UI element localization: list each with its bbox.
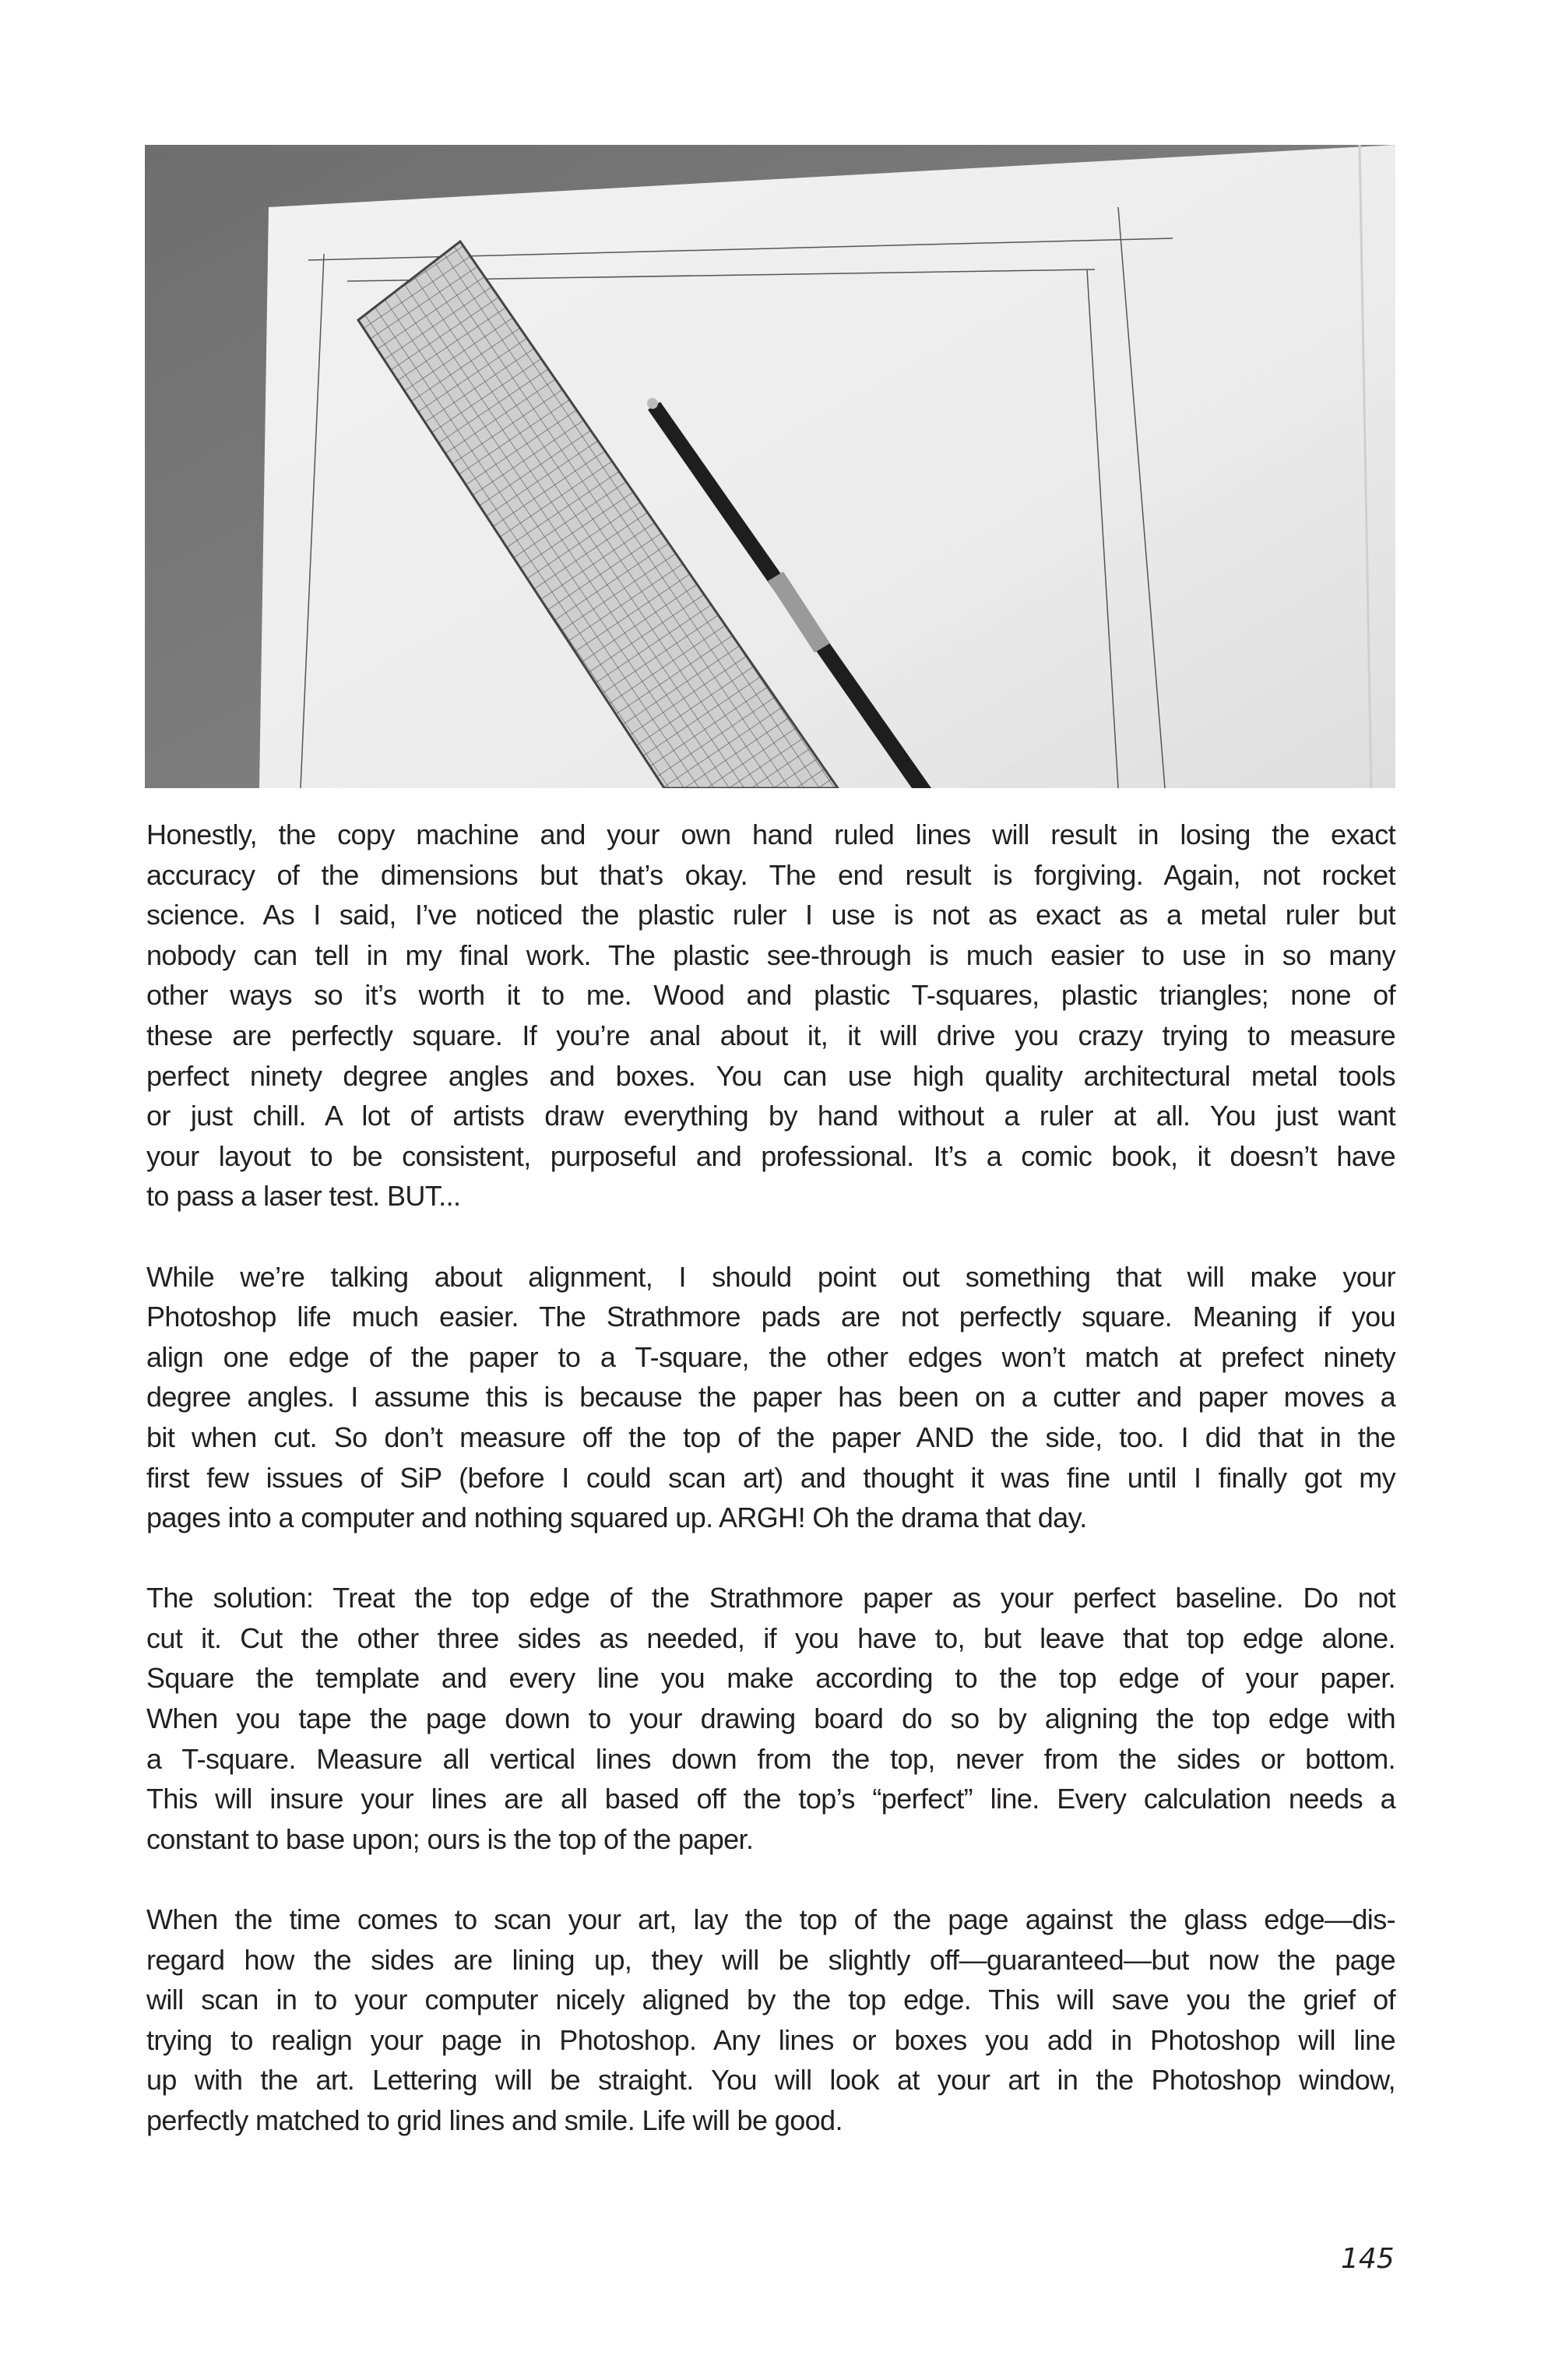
text-line: When you tape the page down to your drawing board do so by aligning the top edge with [146, 1702, 1395, 1735]
paragraph-4 [146, 1899, 1395, 2141]
text-line: pages into a computer and nothing squared up. ARGH! Oh the drama that day. [146, 1502, 1087, 1534]
text-line: these are perfectly square. If you’re anal about it, it will drive you crazy trying to measure [146, 1019, 1395, 1051]
page-number: 145 [1341, 2243, 1395, 2275]
text-line: other ways so it’s worth it to me. Wood and plastic T-squares, plastic triangles; none of [146, 979, 1395, 1012]
text-line: constant to base upon; ours is the top of the paper. [146, 1822, 754, 1855]
text-line: a T-square. Measure all vertical lines down from the top, never from the sides or bottom. [146, 1742, 1395, 1775]
text-line: degree angles. I assume this is because the paper has been on a cutter and paper moves a [146, 1381, 1395, 1414]
text-line: cut it. Cut the other three sides as needed, if you have to, but leave that top edge alone. [146, 1621, 1395, 1654]
text-line: up with the art. Lettering will be straight. You will look at your art in the Photoshop window, [146, 2064, 1395, 2097]
paper-sheet [259, 145, 1395, 788]
text-line: to pass a laser test. BUT... [146, 1180, 461, 1213]
text-line: Honestly, the copy machine and your own hand ruled lines will result in losing the exact [146, 819, 1395, 850]
text-line: When the time comes to scan your art, lay the top of the page against the glass edge—dis- [146, 1903, 1395, 1936]
paragraph-1 [146, 815, 1395, 1216]
photo-ruler-and-pencil [145, 145, 1395, 788]
text-line: perfect ninety degree angles and boxes. You can use high quality architectural metal tools [146, 1059, 1395, 1092]
text-line: bit when cut. So don’t measure off the top of the paper AND the side, too. I did that in the [146, 1421, 1395, 1453]
paragraph-2 [146, 1257, 1395, 1538]
text-line: your layout to be consistent, purposeful and professional. It’s a comic book, it doesn’t have [146, 1139, 1395, 1172]
text-line: Photoshop life much easier. The Strathmore pads are not perfectly square. Meaning if you [146, 1301, 1395, 1333]
text-line: first few issues of SiP (before I could scan art) and thought it was fine until I finally got my [146, 1461, 1395, 1494]
text-line: trying to realign your page in Photoshop. Any lines or boxes you add in Photoshop will line [146, 2023, 1395, 2056]
text-line: science. As I said, I’ve noticed the plastic ruler I use is not as exact as a metal ruler but [146, 899, 1395, 931]
text-line: regard how the sides are lining up, they will be slightly off—guaranteed—but now the page [146, 1943, 1395, 1976]
text-line: The solution: Treat the top edge of the Strathmore paper as your perfect baseline. Do not [146, 1582, 1395, 1614]
text-line: While we’re talking about alignment, I should point out something that will make your [146, 1260, 1395, 1293]
text-line: accuracy of the dimensions but that’s okay. The end result is forgiving. Again, not rocket [146, 858, 1395, 891]
text-line: nobody can tell in my final work. The plastic see-through is much easier to use in so many [146, 938, 1395, 971]
paragraph-3 [146, 1578, 1395, 1859]
text-line: Square the template and every line you make according to the top edge of your paper. [146, 1662, 1395, 1695]
text-line: will scan in to your computer nicely aligned by the top edge. This will save you the grief of [146, 1984, 1395, 2016]
text-line: or just chill. A lot of artists draw everything by hand without a ruler at all. You just want [146, 1100, 1395, 1132]
text-line: perfectly matched to grid lines and smile. Life will be good. [146, 2104, 843, 2136]
text-line: align one edge of the paper to a T-square, the other edges won’t match at prefect ninety [146, 1340, 1395, 1373]
body-text [146, 815, 1395, 2181]
text-line: This will insure your lines are all based off the top’s “perfect” line. Every calculation needs a [146, 1783, 1395, 1815]
